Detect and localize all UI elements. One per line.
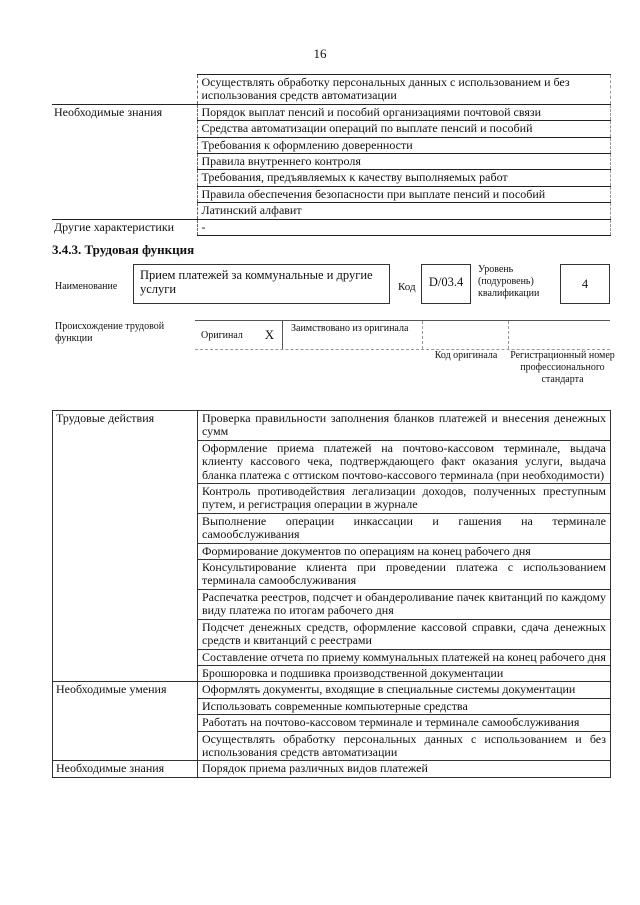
qualification-level: 4 (560, 264, 610, 304)
reg-number-cell (509, 321, 610, 349)
row-value: Правила внутреннего контроля (197, 154, 610, 170)
table-row (53, 484, 611, 514)
group-item: Проверка правильности заполнения бланков платежей и внесения денежных сумм (198, 411, 611, 441)
group-item: Выполнение операции инкассации и гашения на терминале самообслуживания (198, 513, 611, 543)
row-value: Латинский алфавит (197, 203, 610, 219)
row-value: Требования, предъявляемых к качеству выполняемых работ (197, 170, 610, 186)
table-row (53, 682, 611, 698)
table-row (53, 761, 611, 777)
group-label: Необходимые умения (53, 682, 198, 698)
row-label (52, 75, 197, 105)
name-label: Наименование (55, 281, 118, 292)
row-label: Другие характеристики (52, 219, 197, 235)
group-label (53, 589, 198, 619)
row-label (52, 170, 197, 186)
labor-function-table (52, 410, 611, 778)
row-label (52, 121, 197, 137)
row-label (52, 203, 197, 219)
table-row (53, 513, 611, 543)
table-row (53, 440, 611, 483)
original-mark: X (257, 321, 283, 349)
group-label (53, 698, 198, 714)
table-row (52, 75, 610, 105)
group-label (53, 484, 198, 514)
caption-reg-number: Регистрационный номер профессионального стандарта (510, 350, 615, 385)
group-label (53, 543, 198, 559)
table-row (53, 649, 611, 665)
table-row (53, 543, 611, 559)
group-label (53, 731, 198, 761)
group-item: Работать на почтово-кассовом терминале и терминале самообслуживания (198, 715, 611, 731)
group-item: Порядок приема различных видов платежей (198, 761, 611, 777)
original-code-cell (423, 321, 509, 349)
group-item: Распечатка реестров, подсчет и обандероливание пачек квитанций по каждому виду платежа по итогам рабочего дня (198, 589, 611, 619)
table-row (53, 411, 611, 441)
page-number: 16 (313, 46, 327, 61)
table-row (53, 698, 611, 714)
group-label: Трудовые действия (53, 411, 198, 441)
row-label: Необходимые знания (52, 104, 197, 120)
group-label (53, 440, 198, 483)
function-name: Прием платежей за коммунальные и другие услуги (133, 264, 390, 304)
group-item: Брошюровка и подшивка производственной документации (198, 665, 611, 681)
code-label: Код (398, 281, 416, 293)
borrowed-label: Заимствовано из оригинала (283, 321, 423, 349)
group-label (53, 513, 198, 543)
group-label (53, 649, 198, 665)
group-label (53, 715, 198, 731)
group-label (53, 619, 198, 649)
group-item: Составление отчета по приему коммунальных платежей на конец рабочего дня (198, 649, 611, 665)
group-label: Необходимые знания (53, 761, 198, 777)
original-label: Оригинал (201, 330, 243, 341)
row-label (52, 137, 197, 153)
table-row (52, 154, 610, 170)
group-item: Формирование документов по операциям на конец рабочего дня (198, 543, 611, 559)
table-row (52, 121, 610, 137)
table-row (52, 137, 610, 153)
section-heading: 3.4.3. Трудовая функция (52, 242, 195, 257)
level-label: Уровень (подуровень) квалификации (478, 264, 540, 299)
group-label (53, 560, 198, 590)
group-item: Контроль противодействия легализации доходов, полученных преступным путем, и регистрация операции в журнале (198, 484, 611, 514)
row-value: Средства автоматизации операций по выплате пенсий и пособий (197, 121, 610, 137)
group-item: Подсчет денежных средств, оформление кассовой справки, сдача денежных средств и квитанций с реестрами (198, 619, 611, 649)
table-row (52, 203, 610, 219)
table-row (53, 731, 611, 761)
row-label (52, 154, 197, 170)
row-value: Требования к оформлению доверенности (197, 137, 610, 153)
table-row (53, 665, 611, 681)
group-item: Оформлять документы, входящие в специальные системы документации (198, 682, 611, 698)
table-row (53, 589, 611, 619)
table-row (52, 186, 610, 202)
top-table (52, 74, 611, 236)
row-value: Осуществлять обработку персональных данных с использованием и без использования средств автоматизации (197, 75, 610, 105)
table-row (53, 715, 611, 731)
table-row (52, 170, 610, 186)
row-value: Правила обеспечения безопасности при выплате пенсий и пособий (197, 186, 610, 202)
group-item: Осуществлять обработку персональных данных с использованием и без использования средств автоматизации (198, 731, 611, 761)
table-row (52, 104, 610, 120)
group-label (53, 665, 198, 681)
row-label (52, 186, 197, 202)
group-item: Использовать современные компьютерные средства (198, 698, 611, 714)
caption-original-code: Код оригинала (434, 350, 498, 361)
table-row (52, 219, 610, 235)
group-item: Консультирование клиента при проведении платежа с использованием терминала самообслуживания (198, 560, 611, 590)
table-row (53, 619, 611, 649)
table-row (53, 560, 611, 590)
group-item: Оформление приема платежей на почтово-кассовом терминале, выдача клиенту кассового чека, подтверждающего факт оказания услуги, выдача бланка платежа с оттиском почтово-кассового терминала (при необходимости) (198, 440, 611, 483)
origin-row (195, 320, 610, 350)
row-value: Порядок выплат пенсий и пособий организациями почтовой связи (197, 104, 610, 120)
function-code: D/03.4 (421, 264, 471, 304)
row-value: - (197, 219, 610, 235)
origin-label: Происхождение трудовой функции (55, 321, 165, 344)
